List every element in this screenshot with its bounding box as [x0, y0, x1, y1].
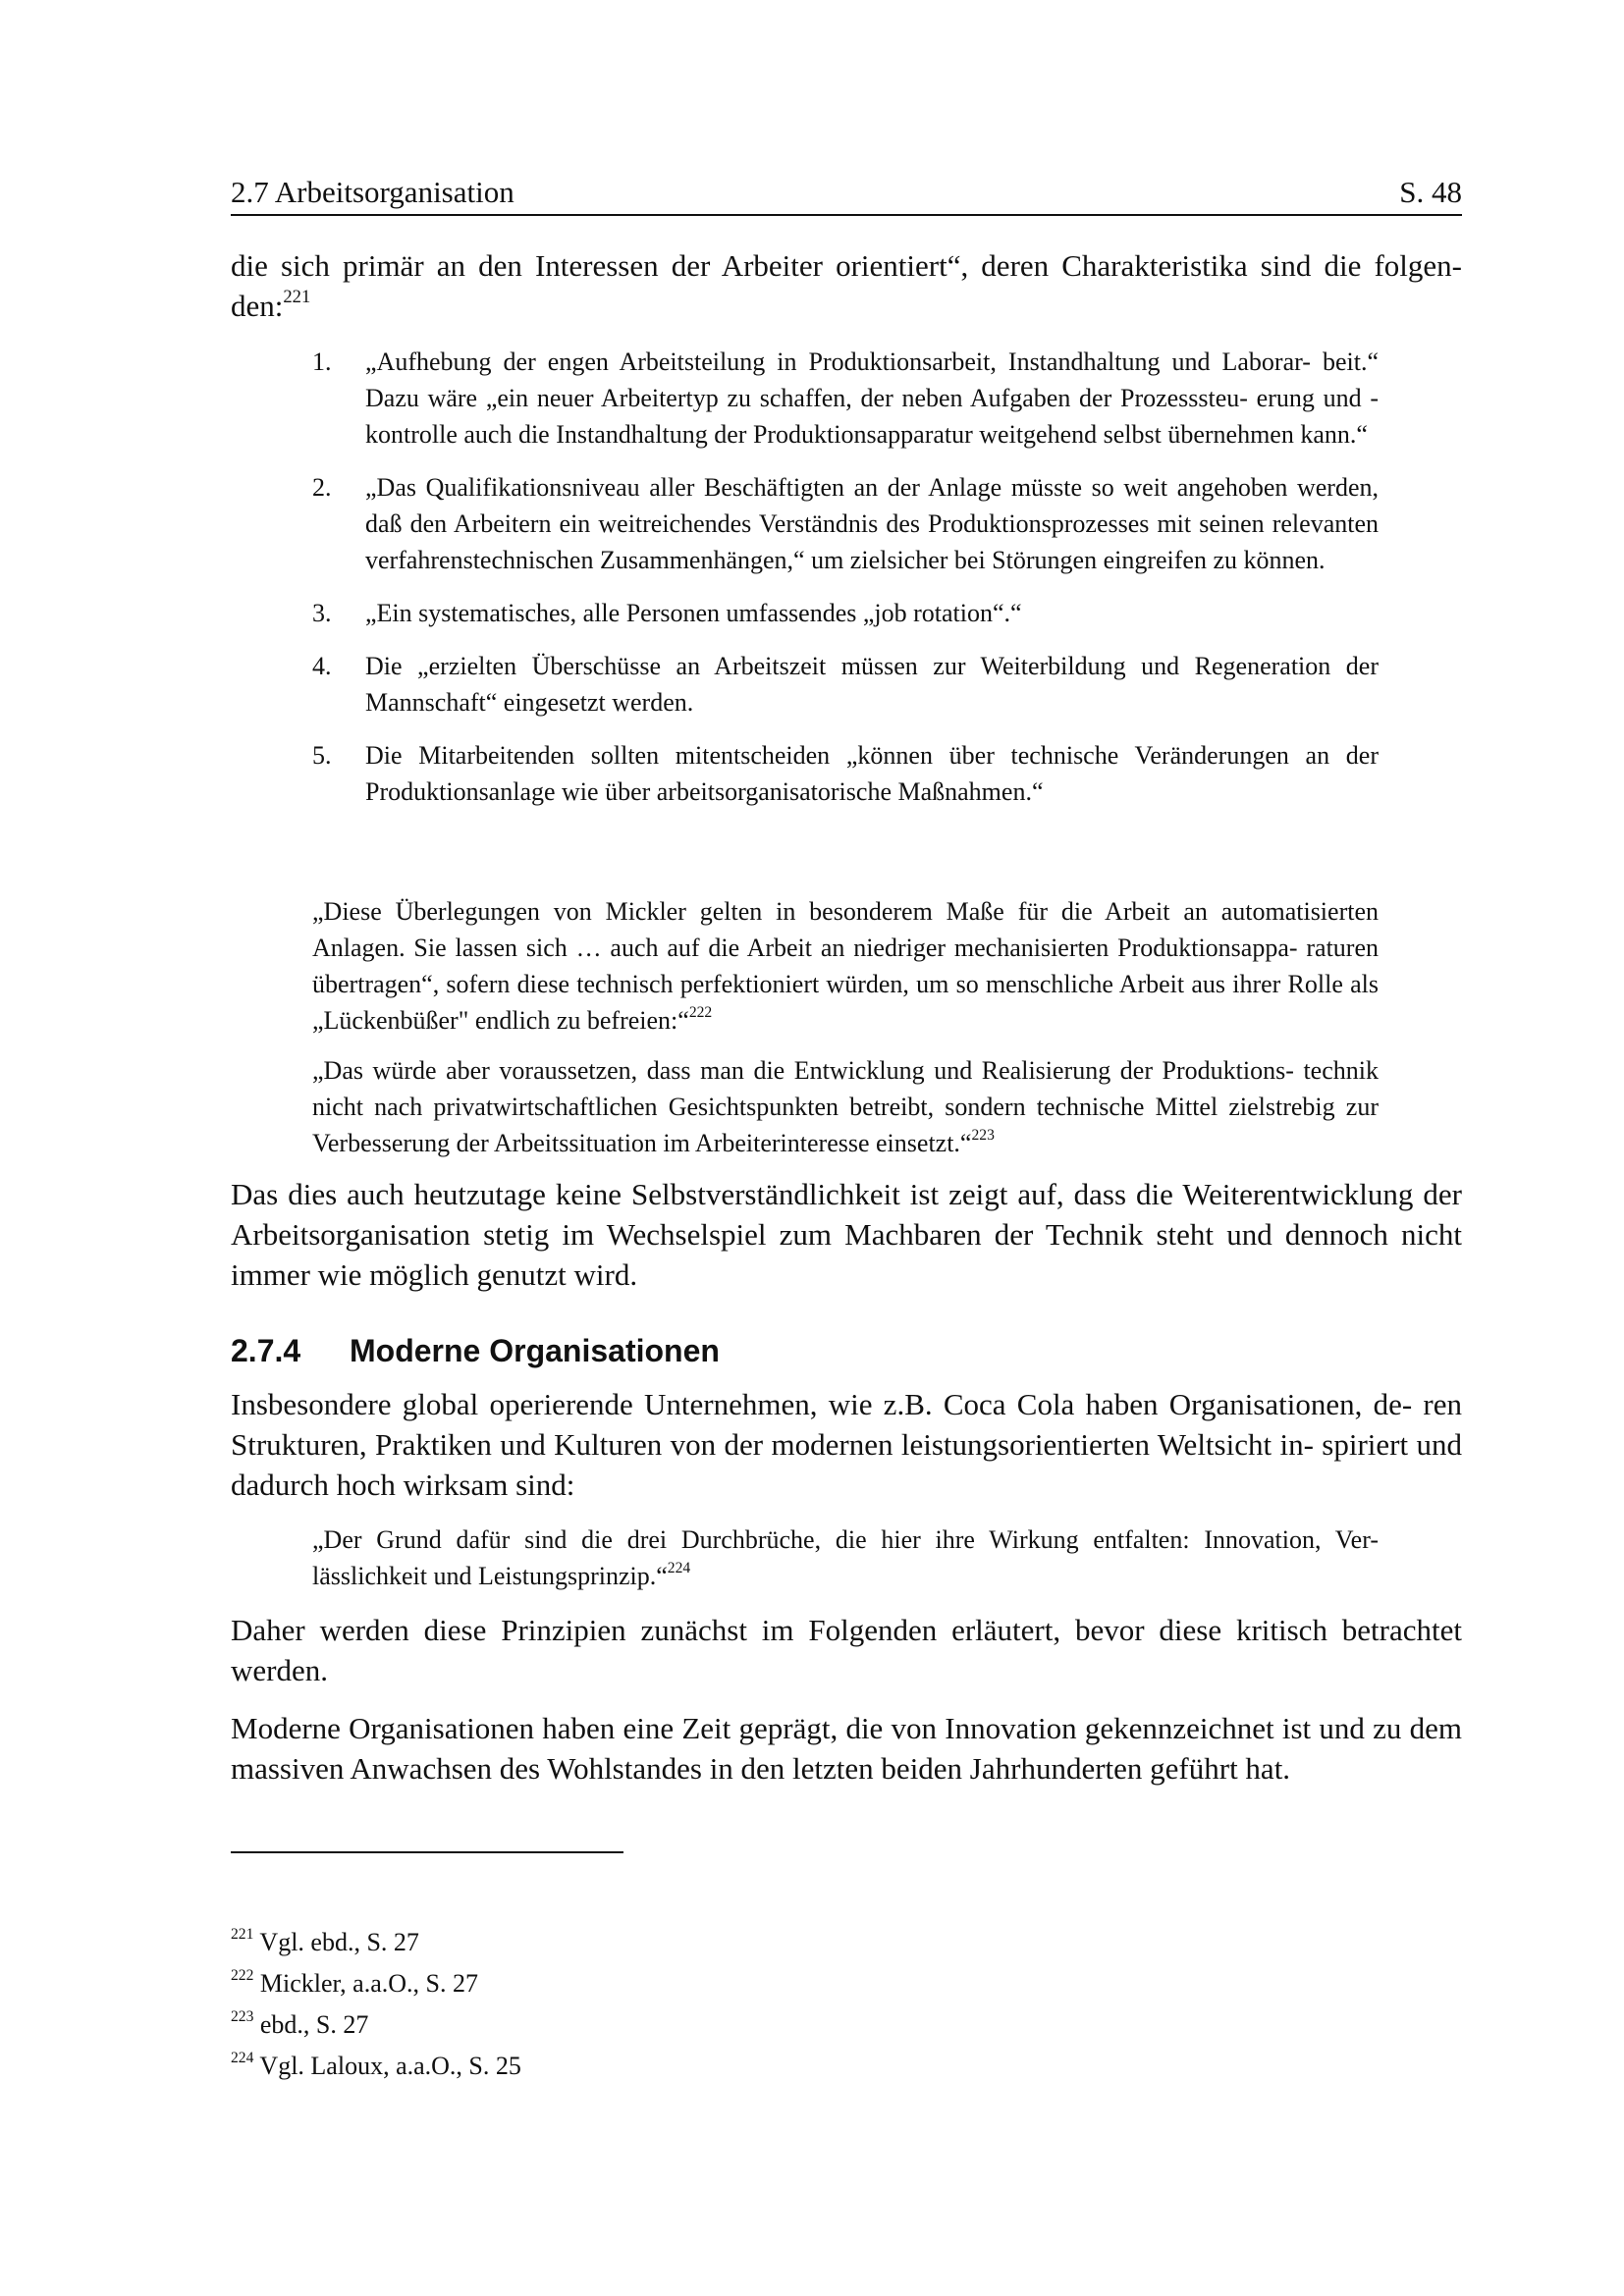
footnote-number: 223 [231, 2008, 254, 2026]
quote-grund-text: „Der Grund dafür sind die drei Durchbrüche, die hier ihre Wirkung entfalten: Innovation, Ver- lässlichkeit und Leistungsprinzip.“ [312, 1525, 1379, 1590]
paragraph-heute: Das dies auch heutzutage keine Selbstverständlichkeit ist zeigt auf, dass die Weiterentwicklung der Arbeitsorganisation stetig im Wechselspiel zum Machbaren der Technik steht und dennoch nicht immer wie möglich genutzt wird. [231, 1177, 1462, 1292]
quote-voraussetzung [312, 1052, 1379, 1161]
footnote-text: Mickler, a.a.O., S. 27 [259, 1969, 478, 1998]
list-item [312, 344, 1379, 453]
footnote-separator [231, 1851, 623, 1853]
footnote-number: 221 [231, 1926, 254, 1944]
list-item [312, 648, 1379, 721]
quote-mickler [312, 893, 1379, 1039]
paragraph-moderne: Moderne Organisationen haben eine Zeit geprägt, die von Innovation gekennzeichnet ist und zu dem massiven Anwachsen des Wohlstandes in den letzten beiden Jahrhunderten geführt hat. [231, 1711, 1462, 1786]
footnote-ref-222: 222 [688, 1004, 713, 1022]
footnote-number: 224 [231, 2050, 254, 2067]
footnote-text: ebd., S. 27 [259, 2010, 369, 2039]
list-item-text: Die Mitarbeitenden sollten mitentscheiden „können über technische Veränderungen an der Produktionsanlage wie über arbeitsorganisatorische Maßnahmen.“ [365, 741, 1379, 806]
list-item-number: 4. [312, 652, 332, 680]
footnote-number: 222 [231, 1967, 254, 1985]
list-item [312, 595, 1379, 631]
quote-grund [312, 1522, 1379, 1594]
paragraph-global: Insbesondere global operierende Unternehmen, wie z.B. Coca Cola haben Organisationen, de- ren Strukturen, Praktiken und Kulturen von der modernen leistungsorientierten Weltsicht in- spiriert und dadurch hoch wirksam sind: [231, 1387, 1462, 1502]
section-number: 2.7.4 [231, 1333, 301, 1368]
header-section-title: 2.7 Arbeitsorganisation [231, 175, 514, 209]
footnote-ref-223: 223 [971, 1127, 995, 1145]
list-item-text: „Das Qualifikationsniveau aller Beschäftigten an der Anlage müsste so weit angehoben werden, daß den Arbeitern ein weitreichendes Verständnis des Produktionsprozesses mit seinen relevanten verfahrenstechnischen Zusammenhängen,“ um zielsicher bei Störungen eingreifen zu können. [365, 473, 1379, 574]
list-item-number: 3. [312, 599, 332, 627]
list-item-number: 5. [312, 741, 332, 770]
running-header [231, 173, 1462, 216]
list-item-text: „Ein systematisches, alle Personen umfassendes „job rotation“.“ [365, 599, 1022, 627]
list-item-text: Die „erzielten Überschüsse an Arbeitszeit müssen zur Weiterbildung und Regeneration der Mannschaft“ eingesetzt werden. [365, 652, 1379, 717]
intro-paragraph-text: die sich primär an den Interessen der Arbeiter orientiert“, deren Charakteristika sind die folgen- den: [231, 248, 1462, 323]
footnote-text: Vgl. ebd., S. 27 [259, 1928, 419, 1956]
criteria-list [312, 344, 1379, 827]
footnote-ref-221: 221 [283, 286, 311, 307]
list-item-text: „Aufhebung der engen Arbeitsteilung in Produktionsarbeit, Instandhaltung und Laborar- beit.“ Dazu wäre „ein neuer Arbeitertyp zu schaffen, der neben Aufgaben der Prozesssteu- erung und -kontrolle auch die Instandhaltung der Produktionsapparatur weitgehend selbst übernehmen kann.“ [365, 347, 1379, 449]
footnote-text: Vgl. Laloux, a.a.O., S. 25 [259, 2052, 521, 2080]
footnote [231, 2046, 1213, 2087]
list-item-number: 2. [312, 473, 332, 502]
intro-paragraph [231, 245, 1462, 326]
list-item-number: 1. [312, 347, 332, 376]
list-item [312, 469, 1379, 578]
section-title: Moderne Organisationen [350, 1333, 720, 1368]
section-heading [231, 1331, 720, 1370]
footnote [231, 1922, 1213, 1963]
quote-mickler-text: „Diese Überlegungen von Mickler gelten in besonderem Maße für die Arbeit an automatisierten Anlagen. Sie lassen sich … auch auf die Arbeit an niedriger mechanisierten Produktionsappa- raturen übertragen“, sofern diese technisch perfektioniert würden, um so menschliche Arbeit aus ihrer Rolle als „Lückenbüßer" endlich zu befreien:“ [312, 897, 1379, 1035]
header-page-number: S. 48 [1399, 175, 1462, 209]
footnote [231, 1963, 1213, 2004]
list-item [312, 737, 1379, 810]
paragraph-daher: Daher werden diese Prinzipien zunächst im Folgenden erläutert, bevor diese kritisch betrachtet werden. [231, 1613, 1462, 1687]
footnote-ref-224: 224 [667, 1560, 691, 1577]
footnote [231, 2004, 1213, 2046]
quote-voraussetzung-text: „Das würde aber voraussetzen, dass man die Entwicklung und Realisierung der Produktions- technik nicht nach privatwirtschaftlichen Gesichtspunkten betreibt, sondern technische Mittel zielstrebig zur Verbesserung der Arbeitssituation im Arbeiterinteresse einsetzt.“ [312, 1056, 1379, 1157]
footnotes [231, 1922, 1213, 2087]
